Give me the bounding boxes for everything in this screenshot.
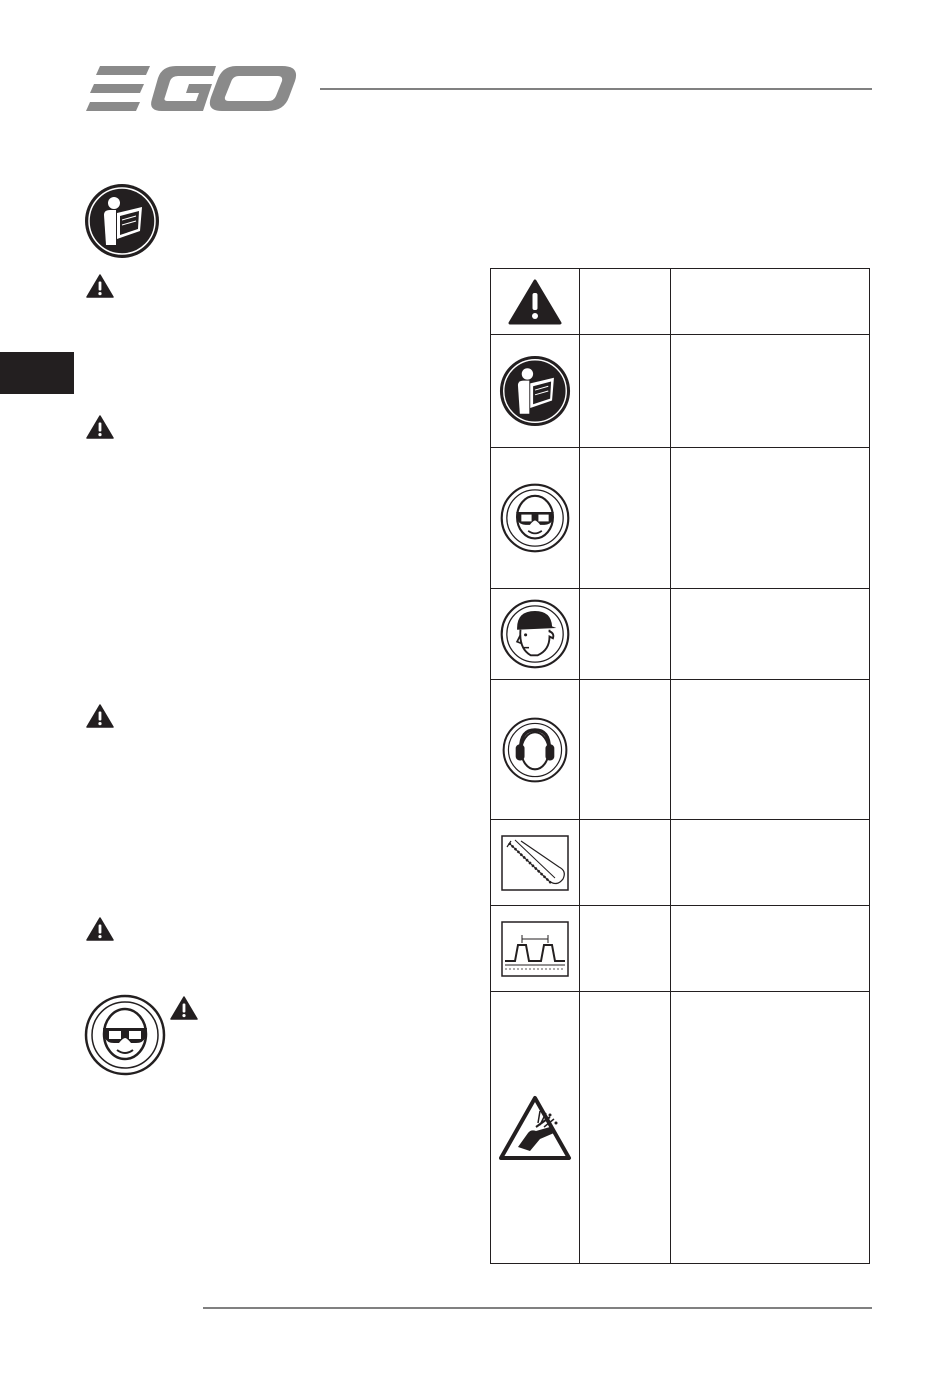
guide-bar-length-icon	[501, 835, 569, 891]
wear-eye-protection-icon	[500, 483, 570, 553]
warning-triangle-icon	[86, 917, 114, 941]
symbol-name	[580, 335, 671, 448]
symbol-description	[671, 680, 870, 820]
symbol-name	[580, 820, 671, 906]
symbol-table	[490, 268, 870, 1264]
table-row	[491, 680, 870, 820]
symbol-description	[671, 820, 870, 906]
symbol-cell	[491, 448, 580, 589]
ego-logo	[86, 66, 298, 112]
symbol-cell	[491, 335, 580, 448]
symbol-cell	[491, 269, 580, 335]
read-manual-icon	[84, 183, 160, 259]
table-row	[491, 448, 870, 589]
safety-alert-icon	[508, 279, 562, 325]
table-row	[491, 269, 870, 335]
symbol-cell	[491, 680, 580, 820]
table-row	[491, 820, 870, 906]
chapter-tab	[0, 352, 74, 394]
symbol-description	[671, 448, 870, 589]
symbol-name	[580, 589, 671, 680]
symbol-name	[580, 906, 671, 992]
safety-glasses-icon	[84, 994, 166, 1076]
symbol-description	[671, 906, 870, 992]
read-manual-icon	[499, 355, 571, 427]
warning-triangle-icon	[86, 274, 114, 298]
chain-pitch-icon	[501, 921, 569, 977]
wear-head-protection-icon	[500, 599, 570, 669]
symbol-description	[671, 992, 870, 1264]
symbol-name	[580, 680, 671, 820]
symbol-name	[580, 992, 671, 1264]
symbol-cell	[491, 906, 580, 992]
warning-triangle-icon	[170, 996, 198, 1020]
table-row	[491, 906, 870, 992]
warning-triangle-icon	[86, 415, 114, 439]
table-row	[491, 335, 870, 448]
symbol-description	[671, 589, 870, 680]
symbol-description	[671, 335, 870, 448]
footer-rule	[203, 1307, 872, 1309]
symbol-name	[580, 448, 671, 589]
header-rule	[320, 88, 872, 90]
wear-ear-protection-icon	[502, 717, 568, 783]
table-row	[491, 992, 870, 1264]
warning-triangle-icon	[86, 704, 114, 728]
kickback-hazard-icon	[498, 1095, 572, 1161]
symbol-description	[671, 269, 870, 335]
symbol-cell	[491, 589, 580, 680]
table-row	[491, 589, 870, 680]
symbol-name	[580, 269, 671, 335]
symbol-cell	[491, 992, 580, 1264]
symbol-cell	[491, 820, 580, 906]
